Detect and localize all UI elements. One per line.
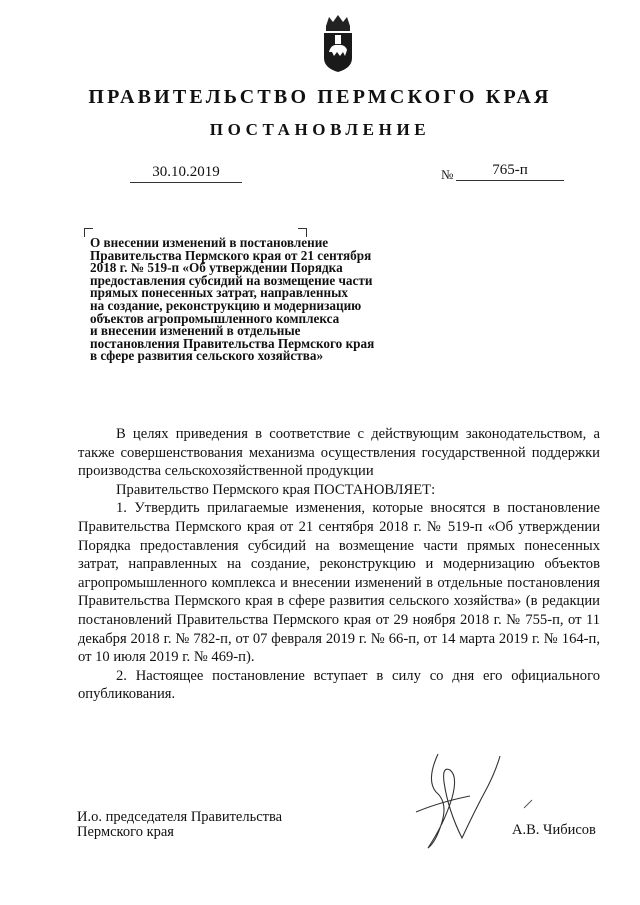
document-type: ПОСТАНОВЛЕНИЕ xyxy=(209,120,431,139)
subject-line: О внесении изменений в постановление xyxy=(90,235,329,250)
resolves-paragraph: Правительство Пермского края ПОСТАНОВЛЯЕТ: xyxy=(116,481,436,498)
intro-paragraph: В целях приведения в соответствие с действующим законодательством, а также совершенствования механизма осуществления государственной поддержки производства сельскохозяйственной продукции xyxy=(78,426,600,480)
handwritten-signature xyxy=(400,752,530,852)
subject-line: и внесении изменений в отдельные xyxy=(90,323,301,339)
document-number: 765-п xyxy=(456,162,564,181)
document-subject xyxy=(90,237,425,363)
signer-position-line: И.о. председателя Правительства xyxy=(77,809,283,825)
number-sign: № xyxy=(441,167,454,182)
item-1-paragraph: 1. Утвердить прилагаемые изменения, которые вносятся в постановление Правительства Пермского края от 21 сентября 2018 г. № 519-п «Об утверждении Порядка предоставления субсидий на возмещение части прямых понесенных затрат, направленных на создание, реконструкцию и модернизацию объектов агропромышленного комплекса и внесении изменений в отдельные постановления Правительства Пермского края в сфере развития сельского хозяйства» (в редакции постановлений Правительства Пермского края от 29 ноября 2018 г. № 755-п, от 11 декабря 2018 г. № 782-п, от 07 февраля 2019 г. № 66-п, от 14 марта 2019 г. № 164-п, от 10 июля 2019 г. № 469-п). xyxy=(78,500,600,666)
signer-position xyxy=(77,810,282,840)
tick-mark xyxy=(522,798,534,810)
document-date: 30.10.2019 xyxy=(130,164,242,183)
subject-line: предоставления субсидий на возмещение части xyxy=(90,272,373,288)
document-body xyxy=(78,425,600,704)
government-title: ПРАВИТЕЛЬСТВО ПЕРМСКОГО КРАЯ xyxy=(88,86,552,108)
signer-name: А.В. Чибисов xyxy=(512,822,596,838)
subject-line: прямых понесенных затрат, направленных xyxy=(90,285,348,301)
subject-line: Правительства Пермского края от 21 сентября xyxy=(90,247,372,263)
subject-line: 2018 г. № 519-п «Об утверждении Порядка xyxy=(90,260,343,276)
signer-position-line: Пермского края xyxy=(77,824,174,840)
item-2-paragraph: 2. Настоящее постановление вступает в силу со дня его официального опубликования. xyxy=(78,667,600,703)
subject-line: объектов агропромышленного комплекса xyxy=(90,310,340,326)
subject-line: постановления Правительства Пермского края xyxy=(90,335,375,351)
subject-line: в сфере развития сельского хозяйства» xyxy=(90,348,324,364)
perm-krai-coat-of-arms-icon xyxy=(318,12,358,74)
subject-line: на создание, реконструкцию и модернизацию xyxy=(90,297,362,313)
